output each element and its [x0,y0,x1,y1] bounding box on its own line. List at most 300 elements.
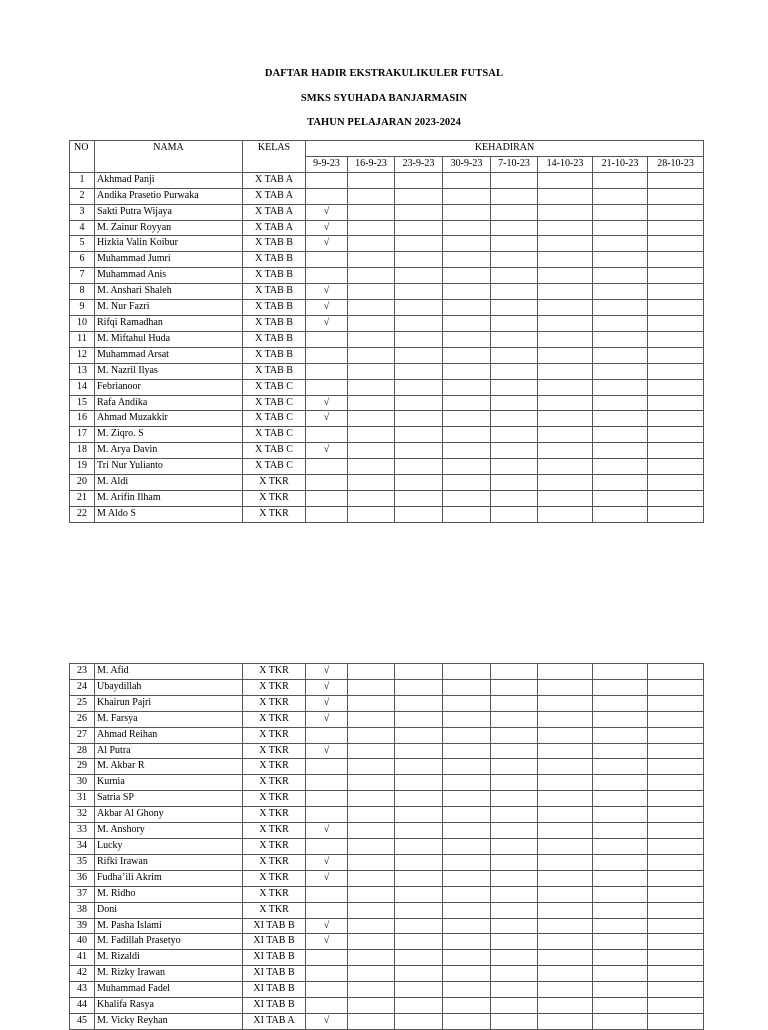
attendance-cell [491,886,538,902]
row-number: 11 [70,331,95,347]
attendance-cell [348,395,395,411]
table-row [70,1013,704,1029]
attendance-cell [538,475,593,491]
row-number: 24 [70,679,95,695]
attendance-cell [538,902,593,918]
row-number: 21 [70,490,95,506]
attendance-cell [395,363,443,379]
student-name: M. Aldi [95,475,243,491]
attendance-cell [306,347,348,363]
attendance-cell [491,331,538,347]
attendance-cell [443,854,491,870]
attendance-cell [491,791,538,807]
table-row [70,315,704,331]
table-row [70,711,704,727]
student-name: Andika Prasetio Purwaka [95,188,243,204]
row-number: 45 [70,1013,95,1029]
student-name: M. Arya Davin [95,443,243,459]
attendance-cell [593,475,648,491]
attendance-cell [593,331,648,347]
row-number: 1 [70,172,95,188]
student-class: XI TAB B [243,934,306,950]
attendance-cell [491,411,538,427]
table-row [70,870,704,886]
attendance-cell: √ [306,870,348,886]
table-row [70,284,704,300]
student-name: M Aldo S [95,506,243,522]
attendance-cell: √ [306,934,348,950]
attendance-cell [491,711,538,727]
attendance-cell [648,664,704,680]
student-class: XI TAB B [243,950,306,966]
table-row [70,679,704,695]
attendance-cell [395,918,443,934]
attendance-cell [538,443,593,459]
attendance-cell [443,220,491,236]
attendance-cell [306,807,348,823]
attendance-cell [443,490,491,506]
row-number: 7 [70,268,95,284]
attendance-cell [348,679,395,695]
attendance-cell [348,236,395,252]
attendance-cell [306,982,348,998]
student-class: X TAB B [243,236,306,252]
student-class: XI TAB B [243,998,306,1014]
attendance-cell [395,252,443,268]
attendance-cell [395,902,443,918]
attendance-cell [491,300,538,316]
attendance-cell [538,838,593,854]
attendance-cell [538,759,593,775]
row-number: 28 [70,743,95,759]
attendance-cell [593,934,648,950]
student-name: M. Zainur Royyan [95,220,243,236]
student-name: M. Farsya [95,711,243,727]
attendance-cell [593,886,648,902]
attendance-cell [593,918,648,934]
attendance-cell [395,679,443,695]
row-number: 6 [70,252,95,268]
student-class: X TKR [243,743,306,759]
attendance-cell [593,902,648,918]
attendance-cell [443,950,491,966]
attendance-cell [648,823,704,839]
row-number: 44 [70,998,95,1014]
student-class: X TAB C [243,443,306,459]
attendance-cell [306,379,348,395]
attendance-cell [593,236,648,252]
table-row [70,823,704,839]
attendance-cell [306,172,348,188]
attendance-cell [348,711,395,727]
header-nama: NAMA [95,141,243,173]
header-date: 7-10-23 [491,156,538,172]
attendance-cell [395,284,443,300]
attendance-cell [443,982,491,998]
attendance-cell [395,807,443,823]
attendance-cell [491,695,538,711]
attendance-cell [443,331,491,347]
attendance-cell [538,823,593,839]
attendance-cell [306,775,348,791]
attendance-cell [491,347,538,363]
row-number: 36 [70,870,95,886]
attendance-cell [491,379,538,395]
student-class: X TKR [243,823,306,839]
table-row [70,838,704,854]
table-row [70,427,704,443]
attendance-cell [538,172,593,188]
attendance-cell [538,459,593,475]
attendance-cell [593,411,648,427]
attendance-cell [395,172,443,188]
student-name: Hizkia Valin Koibur [95,236,243,252]
attendance-cell [395,331,443,347]
attendance-cell [395,459,443,475]
attendance-cell [348,506,395,522]
attendance-cell [306,363,348,379]
attendance-cell [593,459,648,475]
attendance-cell [443,411,491,427]
student-name: Febrianoor [95,379,243,395]
attendance-cell [395,268,443,284]
attendance-cell [348,363,395,379]
row-number: 5 [70,236,95,252]
student-class: X TAB C [243,395,306,411]
row-number: 2 [70,188,95,204]
attendance-cell [348,172,395,188]
attendance-cell [443,934,491,950]
attendance-cell [593,775,648,791]
student-class: X TAB B [243,284,306,300]
attendance-cell [491,490,538,506]
student-name: Fudha’ili Akrim [95,870,243,886]
attendance-cell [348,315,395,331]
student-name: M. Vicky Reyhan [95,1013,243,1029]
attendance-cell [348,950,395,966]
attendance-cell [443,459,491,475]
attendance-cell [395,300,443,316]
attendance-cell [395,1013,443,1029]
attendance-cell [648,411,704,427]
table-row [70,379,704,395]
attendance-cell [395,727,443,743]
attendance-cell [491,807,538,823]
attendance-cell [306,427,348,443]
attendance-cell [395,188,443,204]
student-class: X TKR [243,664,306,680]
attendance-cell [348,775,395,791]
student-name: Ahmad Reihan [95,727,243,743]
attendance-cell [443,379,491,395]
attendance-cell [348,347,395,363]
attendance-cell [491,172,538,188]
table-row [70,188,704,204]
student-name: Akhmad Panji [95,172,243,188]
student-class: X TKR [243,695,306,711]
row-number: 34 [70,838,95,854]
student-class: X TKR [243,727,306,743]
attendance-cell: √ [306,711,348,727]
attendance-cell [491,950,538,966]
row-number: 35 [70,854,95,870]
table-row [70,998,704,1014]
student-class: X TAB B [243,252,306,268]
attendance-cell [443,807,491,823]
attendance-cell: √ [306,204,348,220]
attendance-cell [348,870,395,886]
attendance-cell [443,427,491,443]
attendance-cell [443,838,491,854]
attendance-cell [443,998,491,1014]
attendance-cell [306,506,348,522]
student-class: X TKR [243,854,306,870]
attendance-cell [538,379,593,395]
row-number: 41 [70,950,95,966]
attendance-cell [648,934,704,950]
attendance-cell [306,886,348,902]
attendance-cell [593,854,648,870]
attendance-cell [538,664,593,680]
student-class: XI TAB B [243,982,306,998]
student-class: X TAB B [243,347,306,363]
table-row [70,982,704,998]
attendance-cell [395,443,443,459]
attendance-cell [395,475,443,491]
attendance-cell [306,998,348,1014]
attendance-cell [306,459,348,475]
attendance-cell [306,759,348,775]
row-number: 42 [70,966,95,982]
student-name: M. Arifin Ilham [95,490,243,506]
attendance-cell [306,490,348,506]
attendance-cell [395,838,443,854]
attendance-cell [491,363,538,379]
student-class: X TKR [243,838,306,854]
header-date: 16-9-23 [348,156,395,172]
row-number: 9 [70,300,95,316]
attendance-cell [538,982,593,998]
attendance-cell [443,775,491,791]
attendance-cell: √ [306,220,348,236]
table-row [70,268,704,284]
attendance-cell [593,838,648,854]
attendance-cell [491,854,538,870]
attendance-cell: √ [306,315,348,331]
student-class: X TKR [243,902,306,918]
attendance-cell [648,727,704,743]
student-name: Satria SP [95,791,243,807]
attendance-cell [395,870,443,886]
attendance-cell [395,204,443,220]
attendance-cell [648,950,704,966]
attendance-cell [491,664,538,680]
attendance-cell [348,759,395,775]
attendance-cell [538,791,593,807]
row-number: 25 [70,695,95,711]
table-row [70,475,704,491]
student-class: X TKR [243,775,306,791]
student-class: X TAB C [243,379,306,395]
attendance-cell [443,711,491,727]
attendance-cell [593,807,648,823]
attendance-cell [491,315,538,331]
row-number: 40 [70,934,95,950]
attendance-cell [443,284,491,300]
attendance-cell [593,284,648,300]
student-class: X TKR [243,490,306,506]
attendance-cell [491,204,538,220]
student-name: Muhammad Arsat [95,347,243,363]
attendance-cell [443,743,491,759]
student-name: M. Rizaldi [95,950,243,966]
attendance-cell [491,459,538,475]
attendance-cell: √ [306,411,348,427]
attendance-cell [443,870,491,886]
attendance-cell [538,743,593,759]
student-name: M. Anshari Shaleh [95,284,243,300]
attendance-cell [443,315,491,331]
attendance-cell [395,823,443,839]
student-class: X TKR [243,886,306,902]
student-class: X TKR [243,807,306,823]
attendance-cell [443,204,491,220]
attendance-cell [395,759,443,775]
header-date: 21-10-23 [593,156,648,172]
attendance-cell [348,902,395,918]
attendance-cell [395,934,443,950]
attendance-cell [648,379,704,395]
attendance-cell [395,664,443,680]
attendance-cell [593,950,648,966]
attendance-cell [593,759,648,775]
attendance-cell [593,711,648,727]
row-number: 17 [70,427,95,443]
attendance-cell [648,331,704,347]
student-class: X TKR [243,711,306,727]
attendance-cell [593,204,648,220]
attendance-cell [538,204,593,220]
attendance-cell [593,823,648,839]
student-name: Ubaydillah [95,679,243,695]
attendance-cell [443,966,491,982]
attendance-cell [443,363,491,379]
attendance-cell [491,998,538,1014]
attendance-cell [443,172,491,188]
attendance-cell [348,252,395,268]
attendance-cell [491,475,538,491]
attendance-cell [491,870,538,886]
attendance-cell [538,411,593,427]
attendance-cell [648,300,704,316]
attendance-cell [648,870,704,886]
attendance-cell [348,379,395,395]
student-class: X TKR [243,759,306,775]
row-number: 19 [70,459,95,475]
attendance-cell [593,679,648,695]
attendance-cell [395,998,443,1014]
row-number: 12 [70,347,95,363]
student-name: Akbar Al Ghony [95,807,243,823]
table-row [70,300,704,316]
attendance-cell [648,220,704,236]
attendance-cell [593,172,648,188]
attendance-cell [648,427,704,443]
student-name: M. Afid [95,664,243,680]
student-class: X TAB B [243,363,306,379]
attendance-cell [538,934,593,950]
attendance-cell [443,1013,491,1029]
table-row [70,506,704,522]
student-name: Rafa Andika [95,395,243,411]
attendance-cell [593,443,648,459]
attendance-cell [538,220,593,236]
header-date: 28-10-23 [648,156,704,172]
attendance-cell [648,475,704,491]
attendance-cell [648,679,704,695]
row-number: 38 [70,902,95,918]
header-date: 30-9-23 [443,156,491,172]
student-name: Rifqi Ramadhan [95,315,243,331]
attendance-cell: √ [306,300,348,316]
attendance-cell [538,727,593,743]
attendance-cell [306,252,348,268]
table-row [70,347,704,363]
attendance-table-page-2 [69,663,704,1030]
header-date: 23-9-23 [395,156,443,172]
attendance-cell [395,315,443,331]
attendance-cell [443,823,491,839]
student-class: XI TAB A [243,1013,306,1029]
attendance-cell [395,506,443,522]
student-name: M. Miftahul Huda [95,331,243,347]
attendance-cell [648,459,704,475]
table-row [70,204,704,220]
attendance-cell [348,823,395,839]
row-number: 13 [70,363,95,379]
attendance-cell [491,679,538,695]
table-row [70,966,704,982]
attendance-cell [443,252,491,268]
row-number: 3 [70,204,95,220]
attendance-cell [443,886,491,902]
attendance-cell [648,982,704,998]
student-name: M. Fadillah Prasetyo [95,934,243,950]
attendance-cell [593,268,648,284]
student-class: X TKR [243,506,306,522]
attendance-cell [593,743,648,759]
attendance-cell [648,998,704,1014]
table-row [70,791,704,807]
attendance-cell [538,236,593,252]
attendance-cell [443,443,491,459]
attendance-cell [648,918,704,934]
student-name: M. Pasha Islami [95,918,243,934]
attendance-cell [348,934,395,950]
attendance-table-page-1 [69,140,704,523]
attendance-cell [491,268,538,284]
row-number: 18 [70,443,95,459]
table-row [70,252,704,268]
attendance-cell: √ [306,236,348,252]
attendance-cell [348,411,395,427]
attendance-cell [491,934,538,950]
header-date: 14-10-23 [538,156,593,172]
attendance-cell [491,443,538,459]
attendance-cell [593,506,648,522]
attendance-cell [648,268,704,284]
student-name: Kurnia [95,775,243,791]
